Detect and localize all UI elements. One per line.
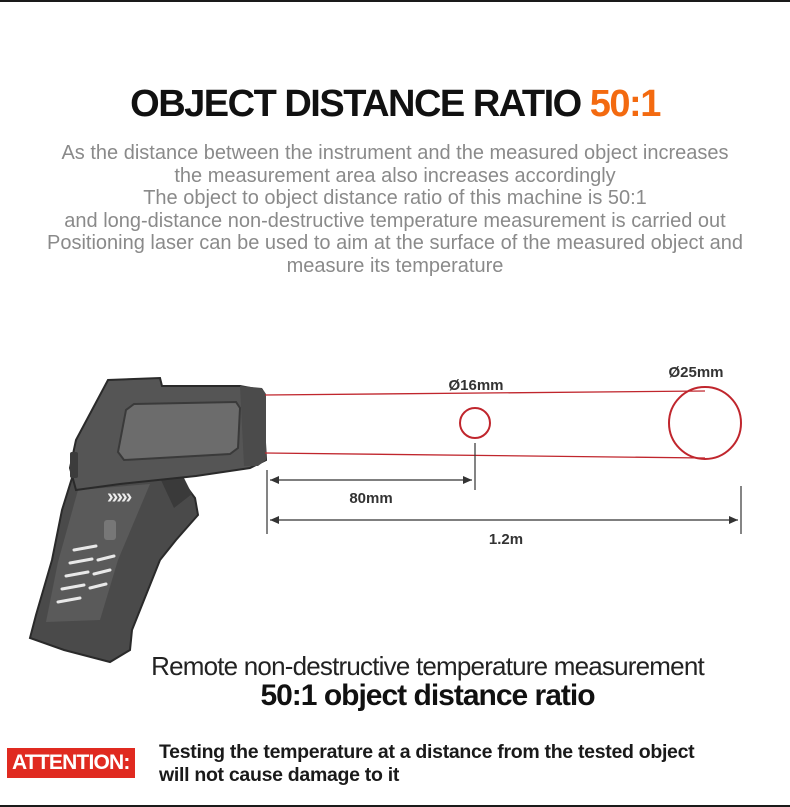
spot-large-circle <box>669 387 741 459</box>
spot-large-label: Ø25mm <box>668 364 724 381</box>
attention-badge: ATTENTION: <box>7 748 135 778</box>
top-border <box>0 0 790 2</box>
spot-small-label: Ø16mm <box>448 377 504 394</box>
description-line: As the distance between the instrument and the measured object increases <box>61 142 729 164</box>
dimension-lines <box>267 443 741 534</box>
attention-line-2: will not cause damage to it <box>159 764 400 786</box>
spot-small-circle <box>460 408 490 438</box>
description <box>0 142 790 277</box>
description-line: the measurement area also increases accordingly <box>174 164 616 187</box>
attention-text <box>159 741 789 787</box>
description-line: and long-distance non-destructive temperature measurement is carried out <box>64 209 726 232</box>
description-line: measure its temperature <box>286 254 504 277</box>
description-line: Positioning laser can be used to aim at the surface of the measured object and <box>47 232 743 254</box>
attention-line-1: Testing the temperature at a distance from the tested object <box>159 741 695 763</box>
distance-short-label: 80mm <box>349 490 393 507</box>
distance-long-label: 1.2m <box>488 531 524 548</box>
title-main: OBJECT DISTANCE RATIO <box>130 83 581 125</box>
chevron-arrows-icon: ››››› <box>107 486 131 508</box>
caption-line-2: 50:1 object distance ratio <box>260 679 595 712</box>
description-line: The object to object distance ratio of this machine is 50:1 <box>143 187 647 209</box>
measurement-beam <box>265 391 705 458</box>
thermometer-gun-icon <box>30 378 266 662</box>
page-title <box>0 83 790 126</box>
caption-line-1: Remote non-destructive temperature measurement <box>151 651 704 681</box>
title-ratio: 50:1 <box>589 83 660 125</box>
distance-ratio-diagram <box>0 340 790 670</box>
